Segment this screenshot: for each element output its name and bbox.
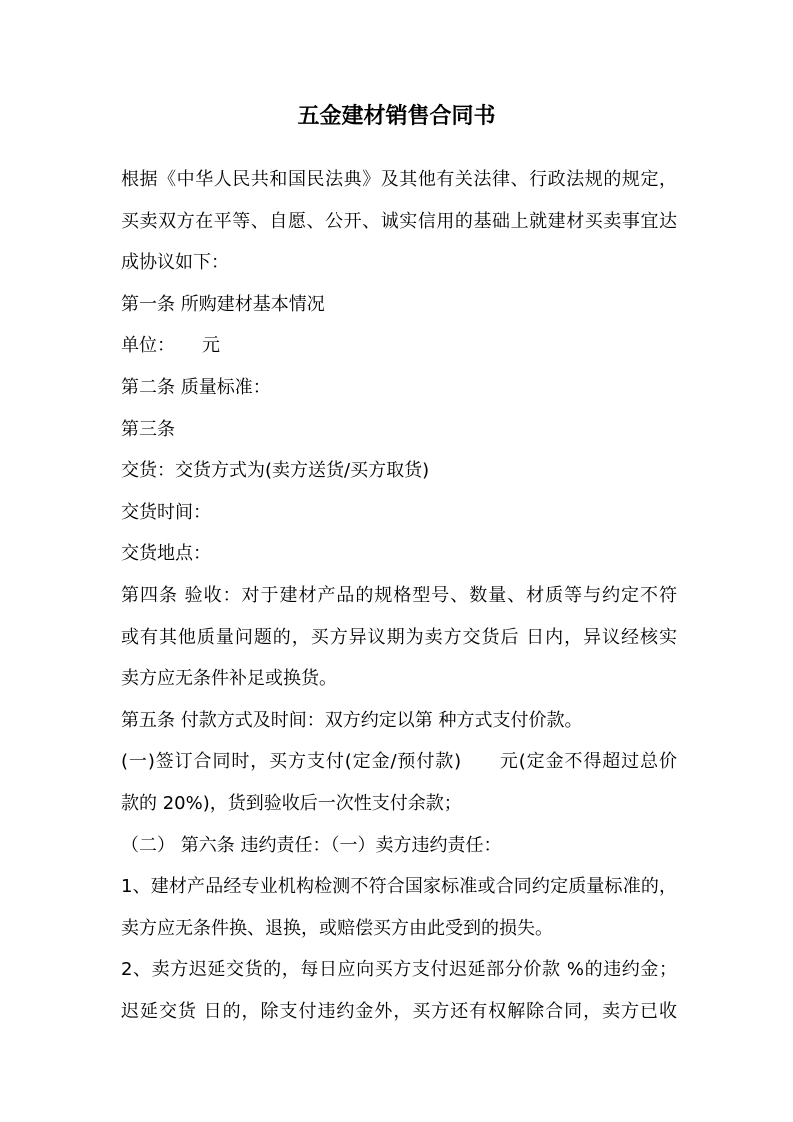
intro-line-2: 买卖双方在平等、自愿、公开、诚实信用的基础上就建材买卖事宜达 [121, 210, 677, 232]
delivery-time-line: 交货时间： [121, 501, 211, 523]
liability-item-2-line-1: 2、卖方迟延交货的，每日应向买方支付迟延部分价款 %的违约金； [121, 959, 677, 981]
article-5-payment-line: 第五条 付款方式及时间：双方约定以第 种方式支付价款。 [121, 709, 583, 731]
delivery-location-line: 交货地点： [121, 543, 211, 565]
article-2-quality-standard: 第二条 质量标准： [121, 376, 271, 398]
intro-line-1: 根据《中华人民共和国民法典》及其他有关法律、行政法规的规定， [121, 169, 677, 190]
intro-line-3: 成协议如下： [121, 252, 229, 274]
article-4-acceptance-line-2: 或有其他质量问题的，买方异议期为卖方交货后 日内，异议经核实 [121, 626, 677, 648]
unit-line: 单位： 元 [121, 335, 220, 357]
article-3-heading: 第三条 [121, 418, 175, 440]
document-title: 五金建材销售合同书 [297, 104, 496, 129]
payment-option-1-line-2: 款的 20%)，货到验收后一次性支付余款； [121, 792, 462, 814]
liability-item-1-line-2: 卖方应无条件换、退换，或赔偿买方由此受到的损失。 [121, 917, 553, 939]
article-6-liability-heading: （二） 第六条 违约责任：（一）卖方违约责任： [121, 834, 502, 856]
liability-item-1-line-1: 1、建材产品经专业机构检测不符合国家标准或合同约定质量标准的， [121, 876, 677, 898]
liability-item-2-line-2: 迟延交货 日的，除支付违约金外，买方还有权解除合同，卖方已收 [121, 1000, 677, 1022]
delivery-method-line: 交货：交货方式为(卖方送货/买方取货) [121, 460, 430, 482]
article-4-acceptance-line-3: 卖方应无条件补足或换货。 [121, 668, 337, 690]
document-body [121, 159, 677, 1032]
article-4-acceptance-line-1: 第四条 验收：对于建材产品的规格型号、数量、材质等与约定不符 [121, 584, 677, 606]
article-1-heading: 第一条 所购建材基本情况 [121, 293, 325, 315]
payment-option-1-line-1: (一)签订合同时，买方支付(定金/预付款) 元(定金不得超过总价 [121, 751, 677, 773]
